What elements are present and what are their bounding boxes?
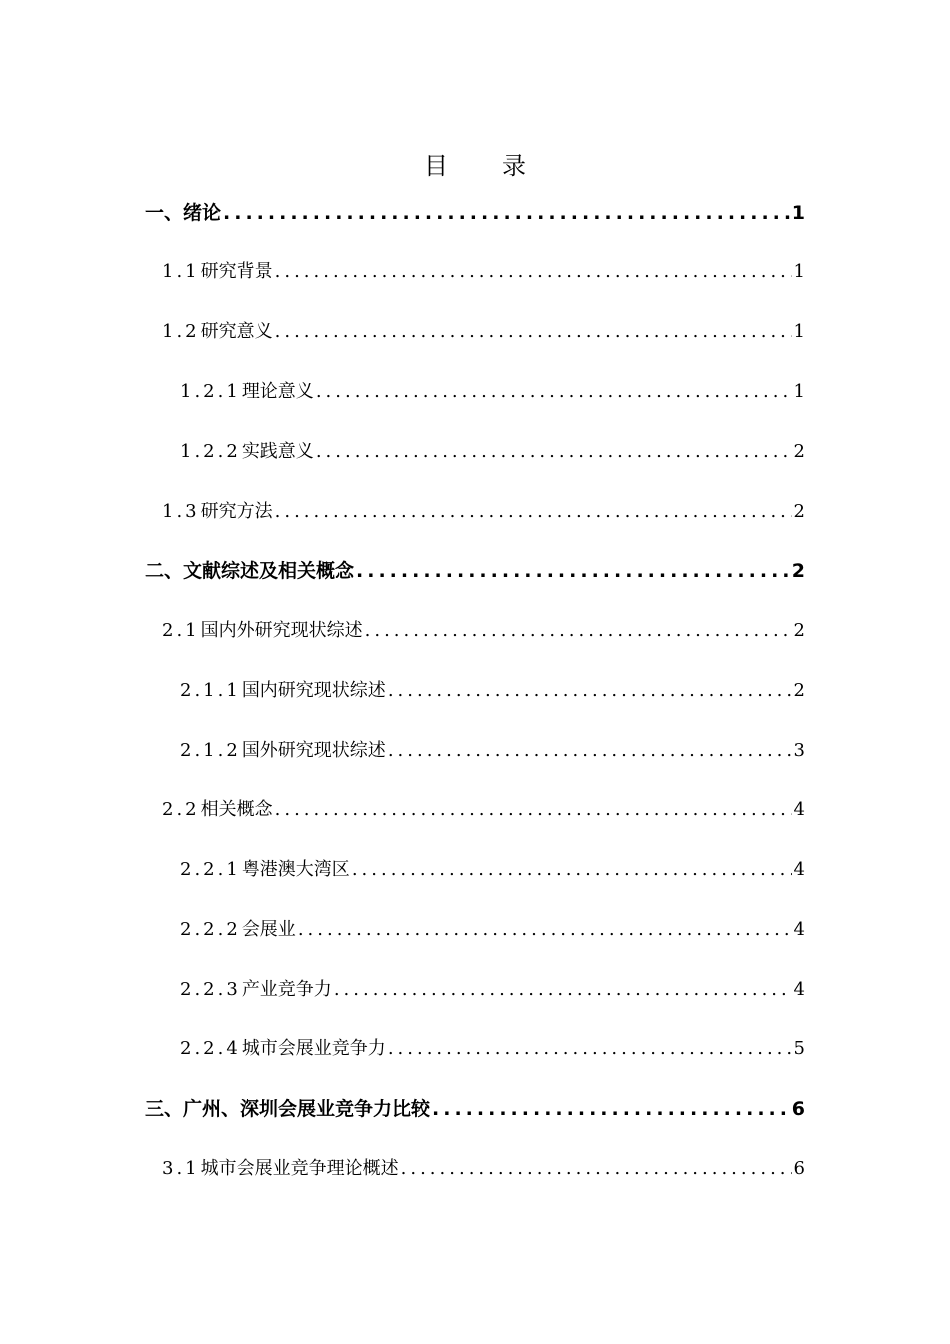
toc-entry-page: 1 (793, 261, 805, 282)
toc-entry-page: 5 (793, 1038, 805, 1059)
dot-leader (334, 975, 792, 1005)
toc-entry[interactable] (162, 616, 805, 646)
dot-leader (275, 257, 792, 287)
toc-entry-text: 研究意义 (200, 321, 273, 342)
toc-entry[interactable] (145, 556, 805, 586)
dot-leader (356, 556, 790, 586)
dot-leader (298, 915, 792, 945)
toc-entry[interactable] (162, 257, 805, 287)
toc-entry-text: 产业竞争力 (241, 979, 332, 1000)
toc-entry-page: 1 (793, 321, 805, 342)
dot-leader (352, 855, 792, 885)
toc-entry-number: 1.1 (162, 261, 200, 282)
dot-leader (388, 736, 792, 766)
toc-entry-number: 2.2.4 (180, 1038, 241, 1059)
toc-entry-page: 2 (793, 620, 805, 641)
toc-entry-text: 相关概念 (200, 799, 273, 820)
toc-entry-number: 3.1 (162, 1158, 200, 1179)
dot-leader (275, 317, 792, 347)
toc-entry-text: 国内外研究现状综述 (200, 620, 363, 641)
toc-entry-text: 会展业 (241, 919, 296, 940)
toc-title (0, 146, 950, 181)
toc-entry[interactable] (180, 377, 805, 407)
toc-entry-page: 2 (793, 680, 805, 701)
toc-title-part1: 目 (424, 152, 448, 180)
toc-entry-text: 城市会展业竞争理论概述 (200, 1158, 399, 1179)
toc-entry-number: 2.2.2 (180, 919, 241, 940)
toc-entry-text: 实践意义 (241, 441, 314, 462)
toc-entry[interactable] (180, 855, 805, 885)
toc-entry-number: 2.2.3 (180, 979, 241, 1000)
toc-entry-page: 2 (791, 560, 805, 582)
toc-entry[interactable] (180, 1034, 805, 1064)
dot-leader (365, 616, 792, 646)
toc-entry[interactable] (180, 975, 805, 1005)
toc-entry-text: 理论意义 (241, 381, 314, 402)
dot-leader (388, 676, 792, 706)
toc-entry-page: 3 (793, 740, 805, 761)
toc-entry[interactable] (180, 915, 805, 945)
toc-entry-number: 1.3 (162, 501, 200, 522)
toc-entry-text: 研究方法 (200, 501, 273, 522)
toc-entry-page: 2 (793, 441, 805, 462)
toc-entry[interactable] (145, 1094, 805, 1124)
toc-entry-page: 4 (793, 979, 805, 1000)
toc-entry[interactable] (145, 198, 805, 228)
toc-entry-page: 6 (791, 1098, 805, 1120)
toc-entry[interactable] (162, 497, 805, 527)
toc-entry-page: 1 (791, 202, 805, 224)
toc-entry[interactable] (180, 437, 805, 467)
toc-entry-number: 1.2 (162, 321, 200, 342)
toc-entry[interactable] (180, 676, 805, 706)
toc-entry-text: 一、绪论 (145, 202, 222, 224)
toc-entry-number: 2.1.1 (180, 680, 241, 701)
dot-leader (401, 1154, 792, 1184)
toc-entry-text: 粤港澳大湾区 (241, 859, 350, 880)
toc-entry-page: 4 (793, 859, 805, 880)
toc-entry[interactable] (162, 795, 805, 825)
dot-leader (275, 795, 792, 825)
toc-entry-page: 2 (793, 501, 805, 522)
toc-entry[interactable] (162, 1154, 805, 1184)
toc-entry-text: 二、文献综述及相关概念 (145, 560, 355, 582)
dot-leader (223, 198, 790, 228)
dot-leader (316, 377, 792, 407)
dot-leader (388, 1034, 792, 1064)
toc-entry-page: 4 (793, 919, 805, 940)
toc-entry-text: 研究背景 (200, 261, 273, 282)
toc-title-part2: 录 (502, 152, 526, 180)
toc-entry-number: 2.1.2 (180, 740, 241, 761)
toc-entry-page: 4 (793, 799, 805, 820)
toc-entry-text: 城市会展业竞争力 (241, 1038, 386, 1059)
dot-leader (275, 497, 792, 527)
toc-entry-number: 2.1 (162, 620, 200, 641)
toc-entry-number: 1.2.2 (180, 441, 241, 462)
toc-entry-number: 2.2 (162, 799, 200, 820)
dot-leader (316, 437, 792, 467)
toc-entry-number: 2.2.1 (180, 859, 241, 880)
toc-entry-page: 1 (793, 381, 805, 402)
toc-entry-page: 6 (793, 1158, 805, 1179)
toc-entry-number: 1.2.1 (180, 381, 241, 402)
toc-entry[interactable] (162, 317, 805, 347)
toc-entry[interactable] (180, 736, 805, 766)
toc-entry-text: 国内研究现状综述 (241, 680, 386, 701)
toc-entry-text: 国外研究现状综述 (241, 740, 386, 761)
toc-entry-text: 三、广州、深圳会展业竞争力比较 (145, 1098, 431, 1120)
dot-leader (432, 1094, 790, 1124)
